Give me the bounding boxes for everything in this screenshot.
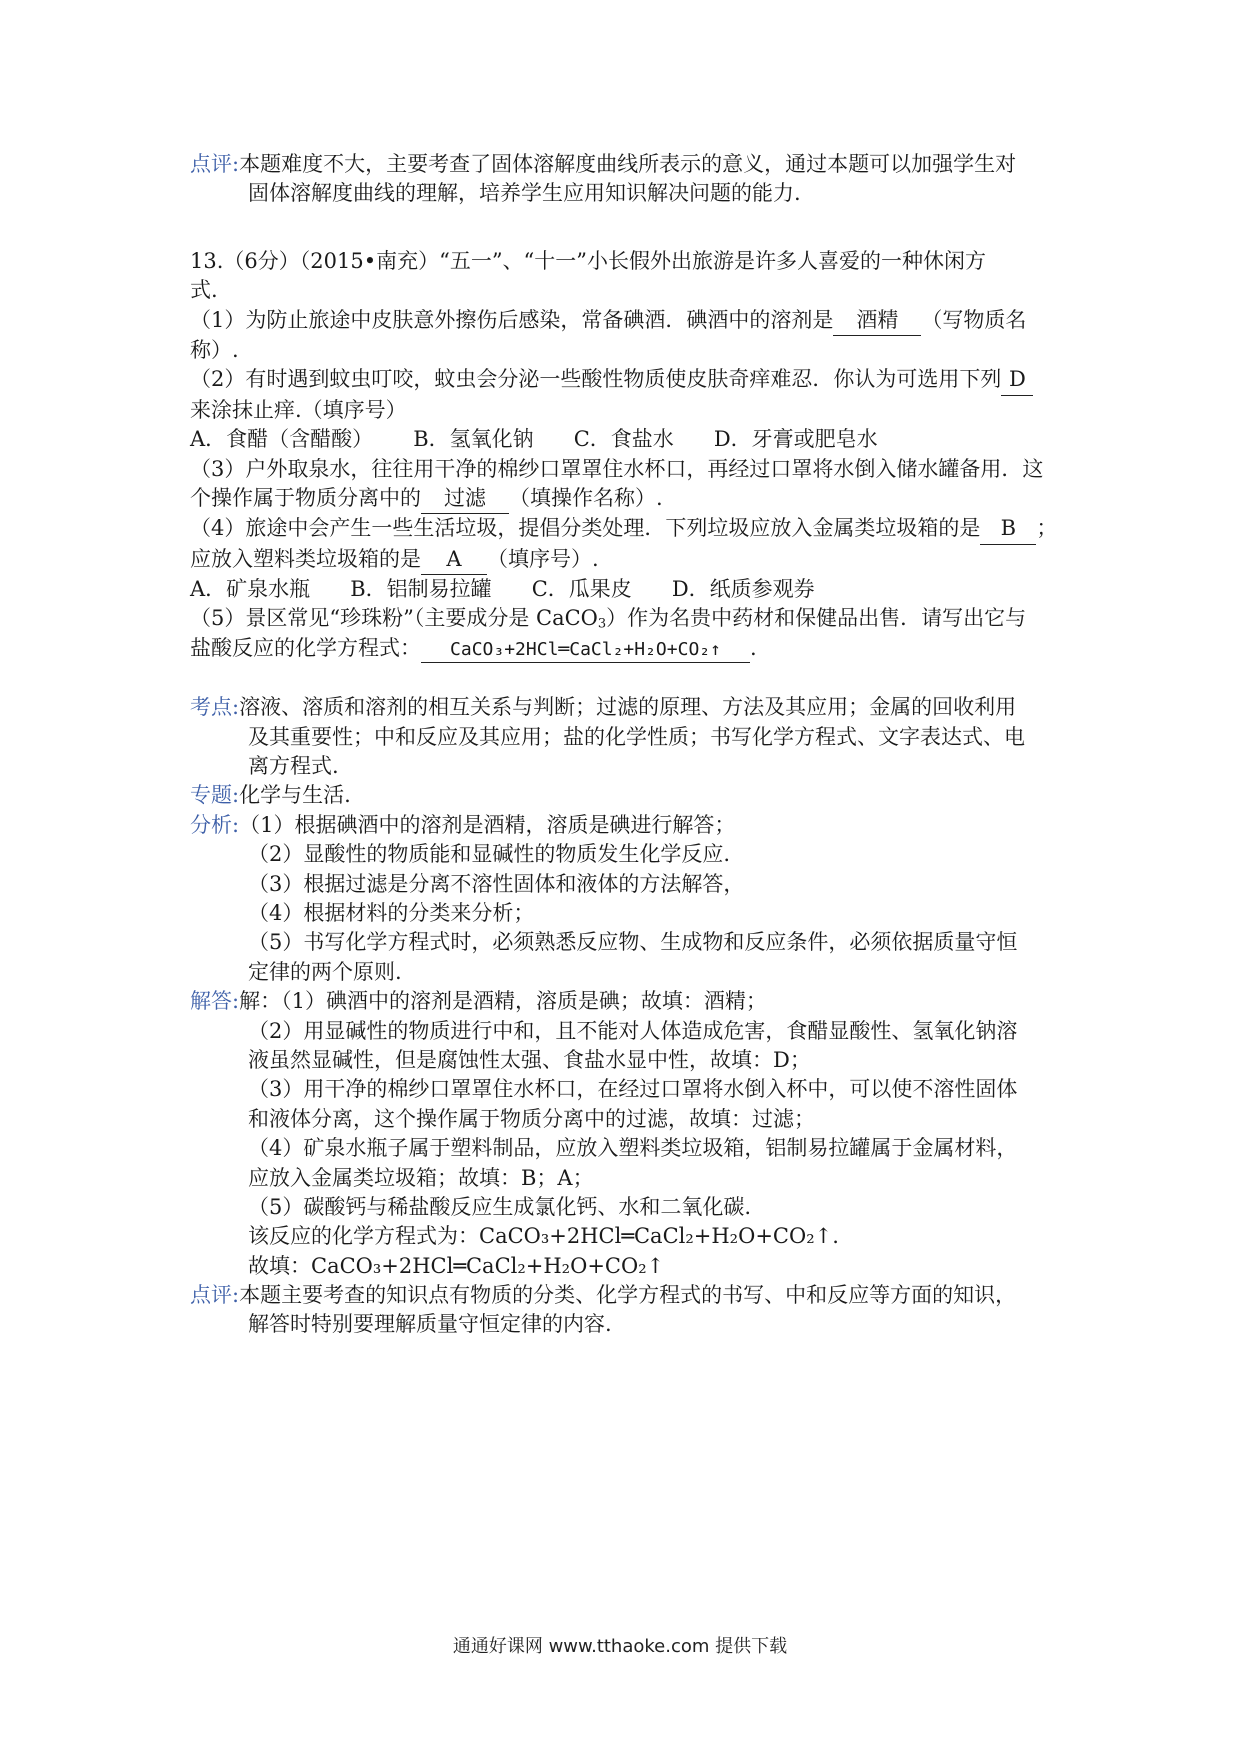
top-comment	[190, 150, 1058, 209]
kaodian-line-3: 离方程式.	[248, 754, 339, 779]
question-header-line-1: 13.（6分）（2015•南充）“五一”、“十一”小长假外出旅游是许多人喜爱的一种休闲方	[190, 248, 987, 273]
question-part-1-cont: 称）.	[190, 337, 239, 362]
fenxi-line-3: （3）根据过滤是分离不溶性固体和液体的方法解答，	[248, 871, 745, 896]
fenxi-line-1: （1）根据碘酒中的溶剂是酒精，溶质是碘进行解答；	[239, 812, 736, 837]
question-part-1: （1）为防止旅途中皮肤意外擦伤后感染，常备碘酒．碘酒中的溶剂是 酒精 （写物质名	[190, 306, 1058, 336]
jieda-line-2: （2）用显碱性的物质进行中和，且不能对人体造成危害，食醋显酸性、氢氧化钠溶	[248, 1018, 1018, 1043]
jieda-line-10: 故填：CaCO₃+2HCl═CaCl₂+H₂O+CO₂↑	[248, 1253, 665, 1278]
comment-line-2: 固体溶解度曲线的理解，培养学生应用知识解决问题的能力.	[248, 181, 801, 206]
question-part-2-cont: 来涂抹止痒.（填序号）	[190, 397, 407, 422]
jieda-line-5: 和液体分离，这个操作属于物质分离中的过滤，故填：过滤；	[248, 1106, 815, 1131]
comment-line-1: 本题难度不大，主要考查了固体溶解度曲线所表示的意义，通过本题可以加强学生对	[239, 152, 1017, 176]
answer-blank-4a: B	[980, 514, 1036, 544]
kaodian-line-1: 溶液、溶质和溶剂的相互关系与判断；过滤的原理、方法及其应用；金属的回收利用	[239, 695, 1017, 720]
jieda-line-4: （3）用干净的棉纱口罩罩住水杯口，在经过口罩将水倒入杯中，可以使不溶性固体	[248, 1077, 1018, 1102]
zhuanti-text: 化学与生活.	[239, 783, 351, 808]
jieda-line-8: （5）碳酸钙与稀盐酸反应生成氯化钙、水和二氧化碳.	[248, 1194, 752, 1219]
dianping-line-1: 本题主要考查的知识点有物质的分类、化学方程式的书写、中和反应等方面的知识，	[239, 1283, 1017, 1308]
question-part-4-cont: 应放入塑料类垃圾箱的是 A （填序号）.	[190, 545, 1058, 575]
kaodian-label: 考点:	[190, 695, 240, 720]
dianping-label: 点评:	[190, 1283, 240, 1308]
jieda-line-1: 解：（1）碘酒中的溶剂是酒精，溶质是碘；故填：酒精；	[239, 989, 767, 1014]
jieda-line-3: 液虽然显碱性，但是腐蚀性太强、食盐水显中性，故填：D；	[248, 1047, 811, 1072]
answer-blank-5: CaCO₃+2HCl═CaCl₂+H₂O+CO₂↑	[421, 637, 750, 663]
zhuanti-label: 专题:	[190, 783, 240, 808]
question-part-4: （4）旅途中会产生一些生活垃圾，提倡分类处理．下列垃圾应放入金属类垃圾箱的是 B ；	[190, 514, 1058, 544]
question-part-3-cont: 个操作属于物质分离中的 过滤 （填操作名称）.	[190, 484, 1058, 514]
answer-blank-2: D	[1001, 365, 1033, 395]
question-part-2: （2）有时遇到蚊虫叮咬，蚊虫会分泌一些酸性物质使皮肤奇痒难忍．你认为可选用下列 D	[190, 365, 1058, 395]
jieda-label: 解答:	[190, 989, 240, 1014]
question-part-4-options: A．矿泉水瓶 B．铝制易拉罐 C．瓜果皮 D．纸质参观券	[190, 577, 815, 602]
answer-blank-1: 酒精	[833, 306, 921, 336]
question-part-3: （3）户外取泉水，往往用干净的棉纱口罩罩住水杯口，再经过口罩将水倒入储水罐备用．这	[190, 456, 1044, 481]
fenxi-line-2: （2）显酸性的物质能和显碱性的物质发生化学反应.	[248, 842, 731, 867]
jieda-line-6: （4）矿泉水瓶子属于塑料制品，应放入塑料类垃圾箱，铝制易拉罐属于金属材料，	[248, 1136, 1018, 1161]
answer-blank-4b: A	[421, 545, 487, 575]
fenxi-label: 分析:	[190, 812, 240, 837]
page-footer: 通通好课网 www.tthaoke.com 提供下载	[452, 1636, 788, 1657]
fenxi-line-6: 定律的两个原则.	[248, 959, 402, 984]
question-part-2-options: A．食醋（含醋酸） B．氢氧化钠 C．食盐水 D．牙膏或肥皂水	[190, 427, 878, 452]
fenxi-line-5: （5）书写化学方程式时，必须熟悉反应物、生成物和反应条件，必须依据质量守恒	[248, 930, 1018, 955]
jieda-line-7: 应放入金属类垃圾箱；故填：B；A；	[248, 1165, 594, 1190]
question-part-5-cont: 盐酸反应的化学方程式： CaCO₃+2HCl═CaCl₂+H₂O+CO₂↑ .	[190, 634, 1058, 663]
page-content	[190, 150, 1058, 1340]
question-header-line-2: 式.	[190, 278, 218, 303]
jieda-line-9: 该反应的化学方程式为：CaCO₃+2HCl═CaCl₂+H₂O+CO₂↑.	[248, 1224, 839, 1249]
question-13	[190, 247, 1058, 663]
kaodian-line-2: 及其重要性；中和反应及其应用；盐的化学性质；书写化学方程式、文字表达式、电	[248, 724, 1025, 749]
fenxi-line-4: （4）根据材料的分类来分析；	[248, 900, 535, 925]
dianping-line-2: 解答时特别要理解质量守恒定律的内容.	[248, 1312, 612, 1337]
answer-blank-3: 过滤	[421, 484, 509, 514]
comment-label: 点评:	[190, 152, 240, 176]
question-part-5: （5）景区常见“珍珠粉”（主要成分是 CaCO$_3$）作为名贵中药材和保健品出售．请写出它与	[190, 606, 1027, 633]
analysis-section	[190, 693, 1058, 1340]
